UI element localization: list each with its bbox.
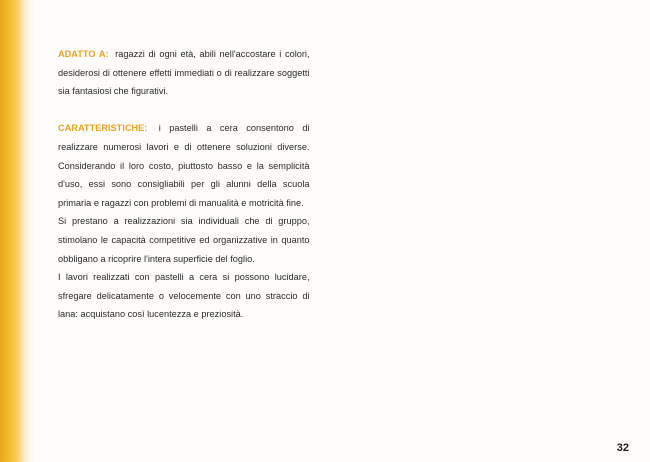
section-caratteristiche — [58, 120, 310, 213]
section-text-caratteristiche: i pastelli a cera consentono di realizzare numerosi lavori e di ottenere soluzioni diverse. Considerando il loro costo, piuttosto basso e la semplicità d'uso, essi sono consigliabili per gli alunni della scuola primaria e ragazzi con problemi di manualità e motricità fine. — [58, 123, 310, 209]
page-text — [58, 46, 310, 325]
page-number: 32 — [616, 442, 629, 454]
paragraph-gruppo: Si prestano a realizzazioni sia individuali che di gruppo, stimolano le capacità competitive ed organizzative in quanto obbligano a ricoprire l'intera superficie del foglio. — [58, 216, 310, 265]
section-text-adatto: ragazzi di ogni età, abili nell'accostare i colori, desiderosi di ottenere effetti immediati o di realizzare soggetti sia fantasiosi che figurativi. — [58, 49, 310, 98]
section-adatto — [58, 46, 310, 102]
section-label-adatto: ADATTO A: — [58, 49, 109, 60]
paragraph-lucidare: I lavori realizzati con pastelli a cera si possono lucidare, sfregare delicatamente o velocemente con uno straccio di lana: acquistano così lucentezza e preziosità. — [58, 272, 310, 321]
section-label-caratteristiche: CARATTERISTICHE: — [58, 123, 148, 135]
binding-spine-stripe — [0, 0, 24, 462]
